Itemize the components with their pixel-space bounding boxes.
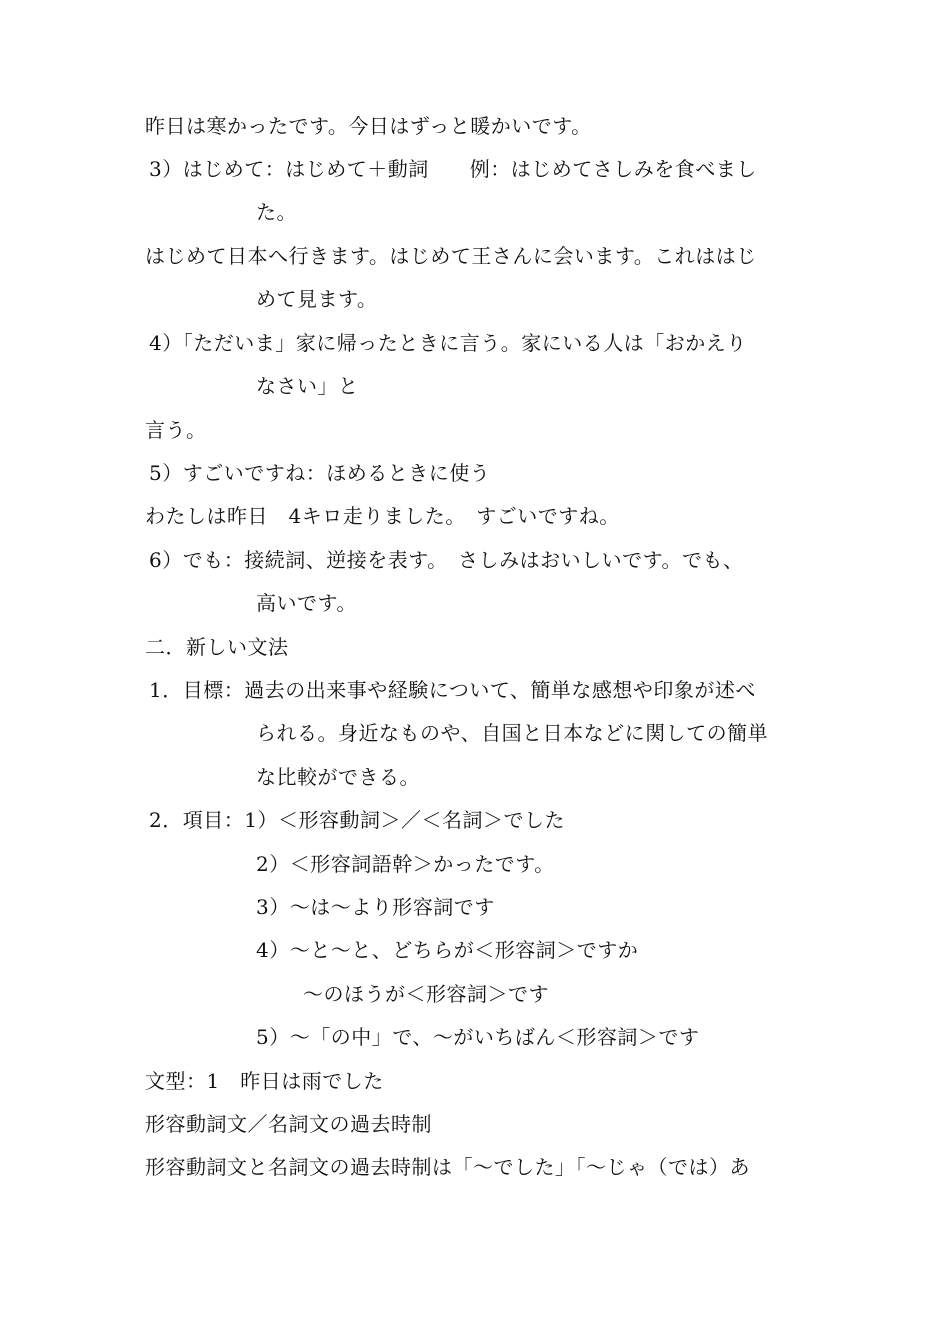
text-line: な比較ができる。 xyxy=(256,765,420,789)
text-line: ～のほうが＜形容詞＞です xyxy=(303,982,549,1006)
text-line: 4）～と～と、どちらが＜形容詞＞ですか xyxy=(256,938,639,962)
text-line: られる。身近なものや、自国と日本などに関しての簡単 xyxy=(256,721,769,745)
section-heading: 二．新しい文法 xyxy=(145,635,289,659)
text-line: 3）～は～より形容詞です xyxy=(256,895,495,919)
text-line: 形容動詞文と名詞文の過去時制は「～でした」「～じゃ（では）あ xyxy=(145,1155,750,1179)
text-line: 3）はじめて：はじめて＋動詞 例：はじめてさしみを食べまし xyxy=(149,157,757,181)
text-line: はじめて日本へ行きます。はじめて王さんに会います。これははじ xyxy=(145,244,757,268)
text-line: 文型：1 昨日は雨でした xyxy=(145,1069,384,1093)
text-line: わたしは昨日 4キロ走りました。 すごいですね。 xyxy=(145,504,620,528)
text-line: 昨日は寒かったです。今日はずっと暖かいです。 xyxy=(145,114,592,138)
text-line: 4）「ただいま」家に帰ったときに言う。家にいる人は「おかえり xyxy=(149,331,747,355)
text-line: 形容動詞文／名詞文の過去時制 xyxy=(145,1112,432,1136)
text-line: 言う。 xyxy=(145,418,207,442)
text-line: 1．目標：過去の出来事や経験について、簡単な感想や印象が述べ xyxy=(149,678,756,702)
text-line: 5）～「の中」で、～がいちばん＜形容詞＞です xyxy=(256,1025,700,1049)
text-line: 2．項目：1）＜形容動詞＞／＜名詞＞でした xyxy=(149,808,565,832)
text-line: なさい」と xyxy=(256,374,359,398)
text-line: 5）すごいですね：ほめるときに使う xyxy=(149,461,491,485)
text-line: めて見ます。 xyxy=(256,287,378,311)
text-line: 6）でも：接続詞、逆接を表す。 さしみはおいしいです。でも、 xyxy=(149,548,744,572)
text-line: 2）＜形容詞語幹＞かったです。 xyxy=(256,852,555,876)
text-line: 高いです。 xyxy=(256,591,357,615)
text-line: た。 xyxy=(256,200,297,224)
